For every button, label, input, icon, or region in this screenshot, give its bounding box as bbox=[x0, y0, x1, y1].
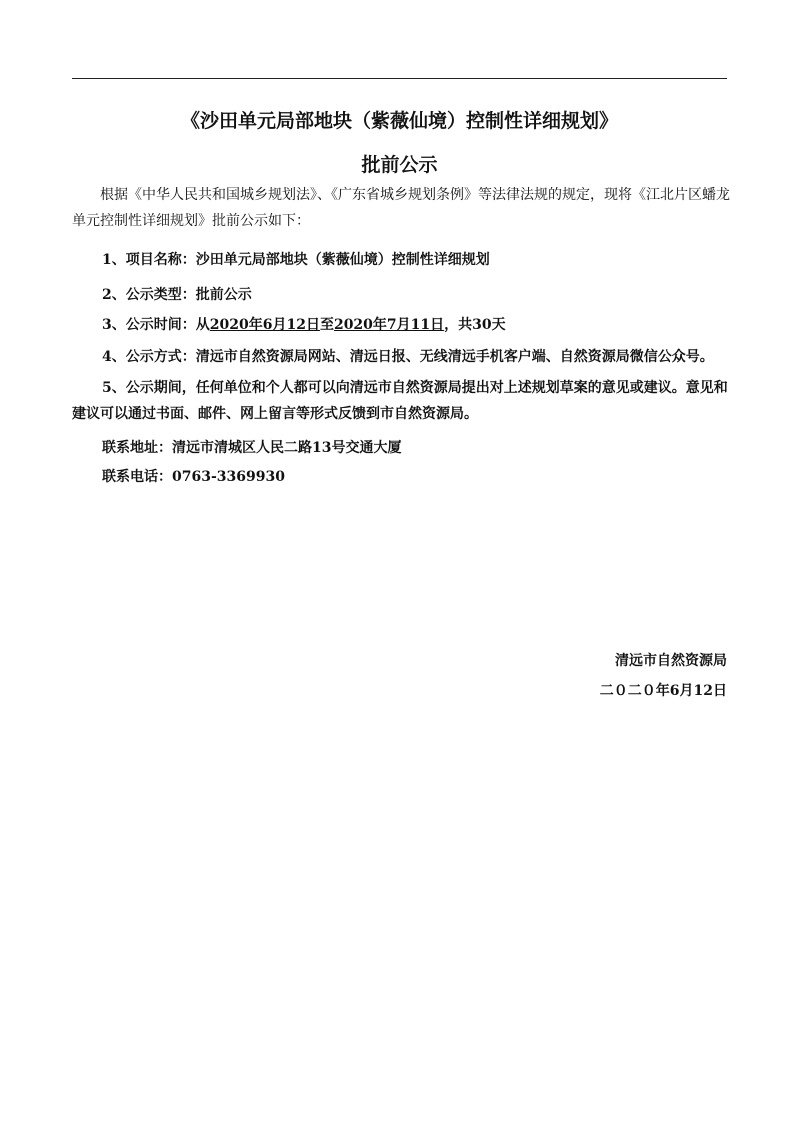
notice-period-suffix: ，共30天 bbox=[444, 317, 506, 333]
document-subtitle: 批前公示 bbox=[361, 154, 438, 176]
notice-period-prefix: 3、公示时间：从 bbox=[102, 317, 210, 333]
signature-date: 二０二０年6月12日 bbox=[599, 683, 727, 699]
notice-period-end: 2020年7月11日 bbox=[333, 317, 445, 333]
item-notice-period bbox=[102, 314, 506, 334]
document-title: 《沙田单元局部地块（紫薇仙境）控制性详细规划》 bbox=[180, 110, 618, 132]
item-project-name: 1、项目名称：沙田单元局部地块（紫薇仙境）控制性详细规划 bbox=[102, 252, 490, 268]
item-notice-method: 4、公示方式：清远市自然资源局网站、清远日报、无线清远手机客户端、自然资源局微信公众号。 bbox=[102, 349, 714, 365]
contact-phone: 联系电话：0763-3369930 bbox=[102, 469, 285, 485]
item-notice-type: 2、公示类型：批前公示 bbox=[102, 287, 252, 303]
notice-period-mid: 至 bbox=[319, 317, 334, 333]
intro-paragraph: 根据《中华人民共和国城乡规划法》、《广东省城乡规划条例》等法律法规的规定，现将《江北片区蟠龙单元控制性详细规划》批前公示如下： bbox=[72, 187, 730, 229]
signature-org: 清远市自然资源局 bbox=[615, 653, 727, 669]
notice-period-start: 2020年6月12日 bbox=[209, 317, 320, 333]
contact-address: 联系地址：清远市清城区人民二路13号交通大厦 bbox=[102, 440, 402, 456]
item-feedback: 5、公示期间，任何单位和个人都可以向清远市自然资源局提出对上述规划草案的意见或建议。意见和建议可以通过书面、邮件、网上留言等形式反馈到市自然资源局。 bbox=[72, 380, 728, 422]
header-rule bbox=[72, 78, 727, 79]
